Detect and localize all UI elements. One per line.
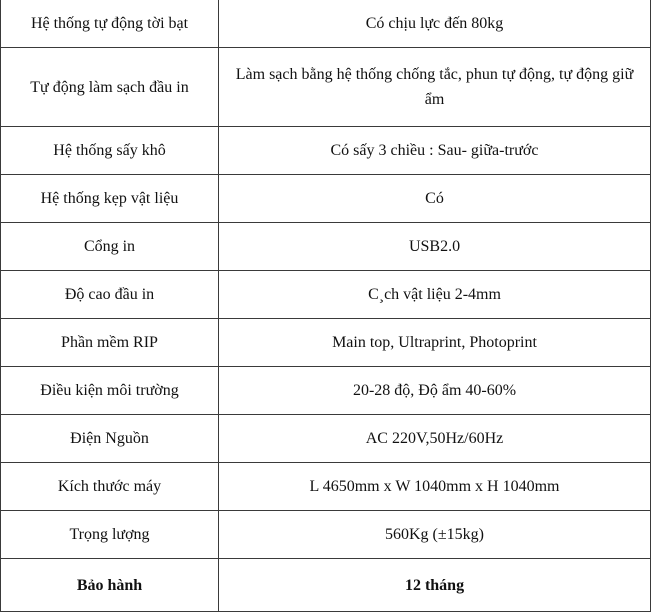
spec-label: Độ cao đầu in [1, 271, 219, 319]
spec-label: Trọng lượng [1, 511, 219, 559]
table-row [1, 0, 651, 48]
spec-label: Cổng in [1, 223, 219, 271]
spec-label: Phần mềm RIP [1, 319, 219, 367]
spec-value: USB2.0 [219, 223, 651, 271]
table-row [1, 463, 651, 511]
spec-label: Điện Nguồn [1, 415, 219, 463]
spec-value: 560Kg (±15kg) [219, 511, 651, 559]
table-row [1, 223, 651, 271]
table-row [1, 511, 651, 559]
table-row [1, 271, 651, 319]
table-row-warranty [1, 559, 651, 612]
table-row [1, 367, 651, 415]
table-row [1, 319, 651, 367]
table-row [1, 175, 651, 223]
table-row [1, 127, 651, 175]
spec-value: C¸ch vật liệu 2-4mm [219, 271, 651, 319]
table-row [1, 415, 651, 463]
spec-value: Có chịu lực đến 80kg [219, 0, 651, 48]
spec-value: Làm sạch bằng hệ thống chống tắc, phun tự động, tự động giữ ẩm [219, 48, 651, 127]
spec-label: Tự động làm sạch đầu in [1, 48, 219, 127]
spec-label: Hệ thống tự động tời bạt [1, 0, 219, 48]
warranty-label: Bảo hành [1, 559, 219, 612]
spec-value: Main top, Ultraprint, Photoprint [219, 319, 651, 367]
spec-label: Điều kiện môi trường [1, 367, 219, 415]
spec-label: Kích thước máy [1, 463, 219, 511]
spec-value: Có [219, 175, 651, 223]
spec-label: Hệ thống kẹp vật liệu [1, 175, 219, 223]
spec-value: Có sấy 3 chiều : Sau- giữa-trước [219, 127, 651, 175]
warranty-value: 12 tháng [219, 559, 651, 612]
spec-value: AC 220V,50Hz/60Hz [219, 415, 651, 463]
spec-value: 20-28 độ, Độ ẩm 40-60% [219, 367, 651, 415]
table-row [1, 48, 651, 127]
spec-label: Hệ thống sấy khô [1, 127, 219, 175]
spec-value: L 4650mm x W 1040mm x H 1040mm [219, 463, 651, 511]
